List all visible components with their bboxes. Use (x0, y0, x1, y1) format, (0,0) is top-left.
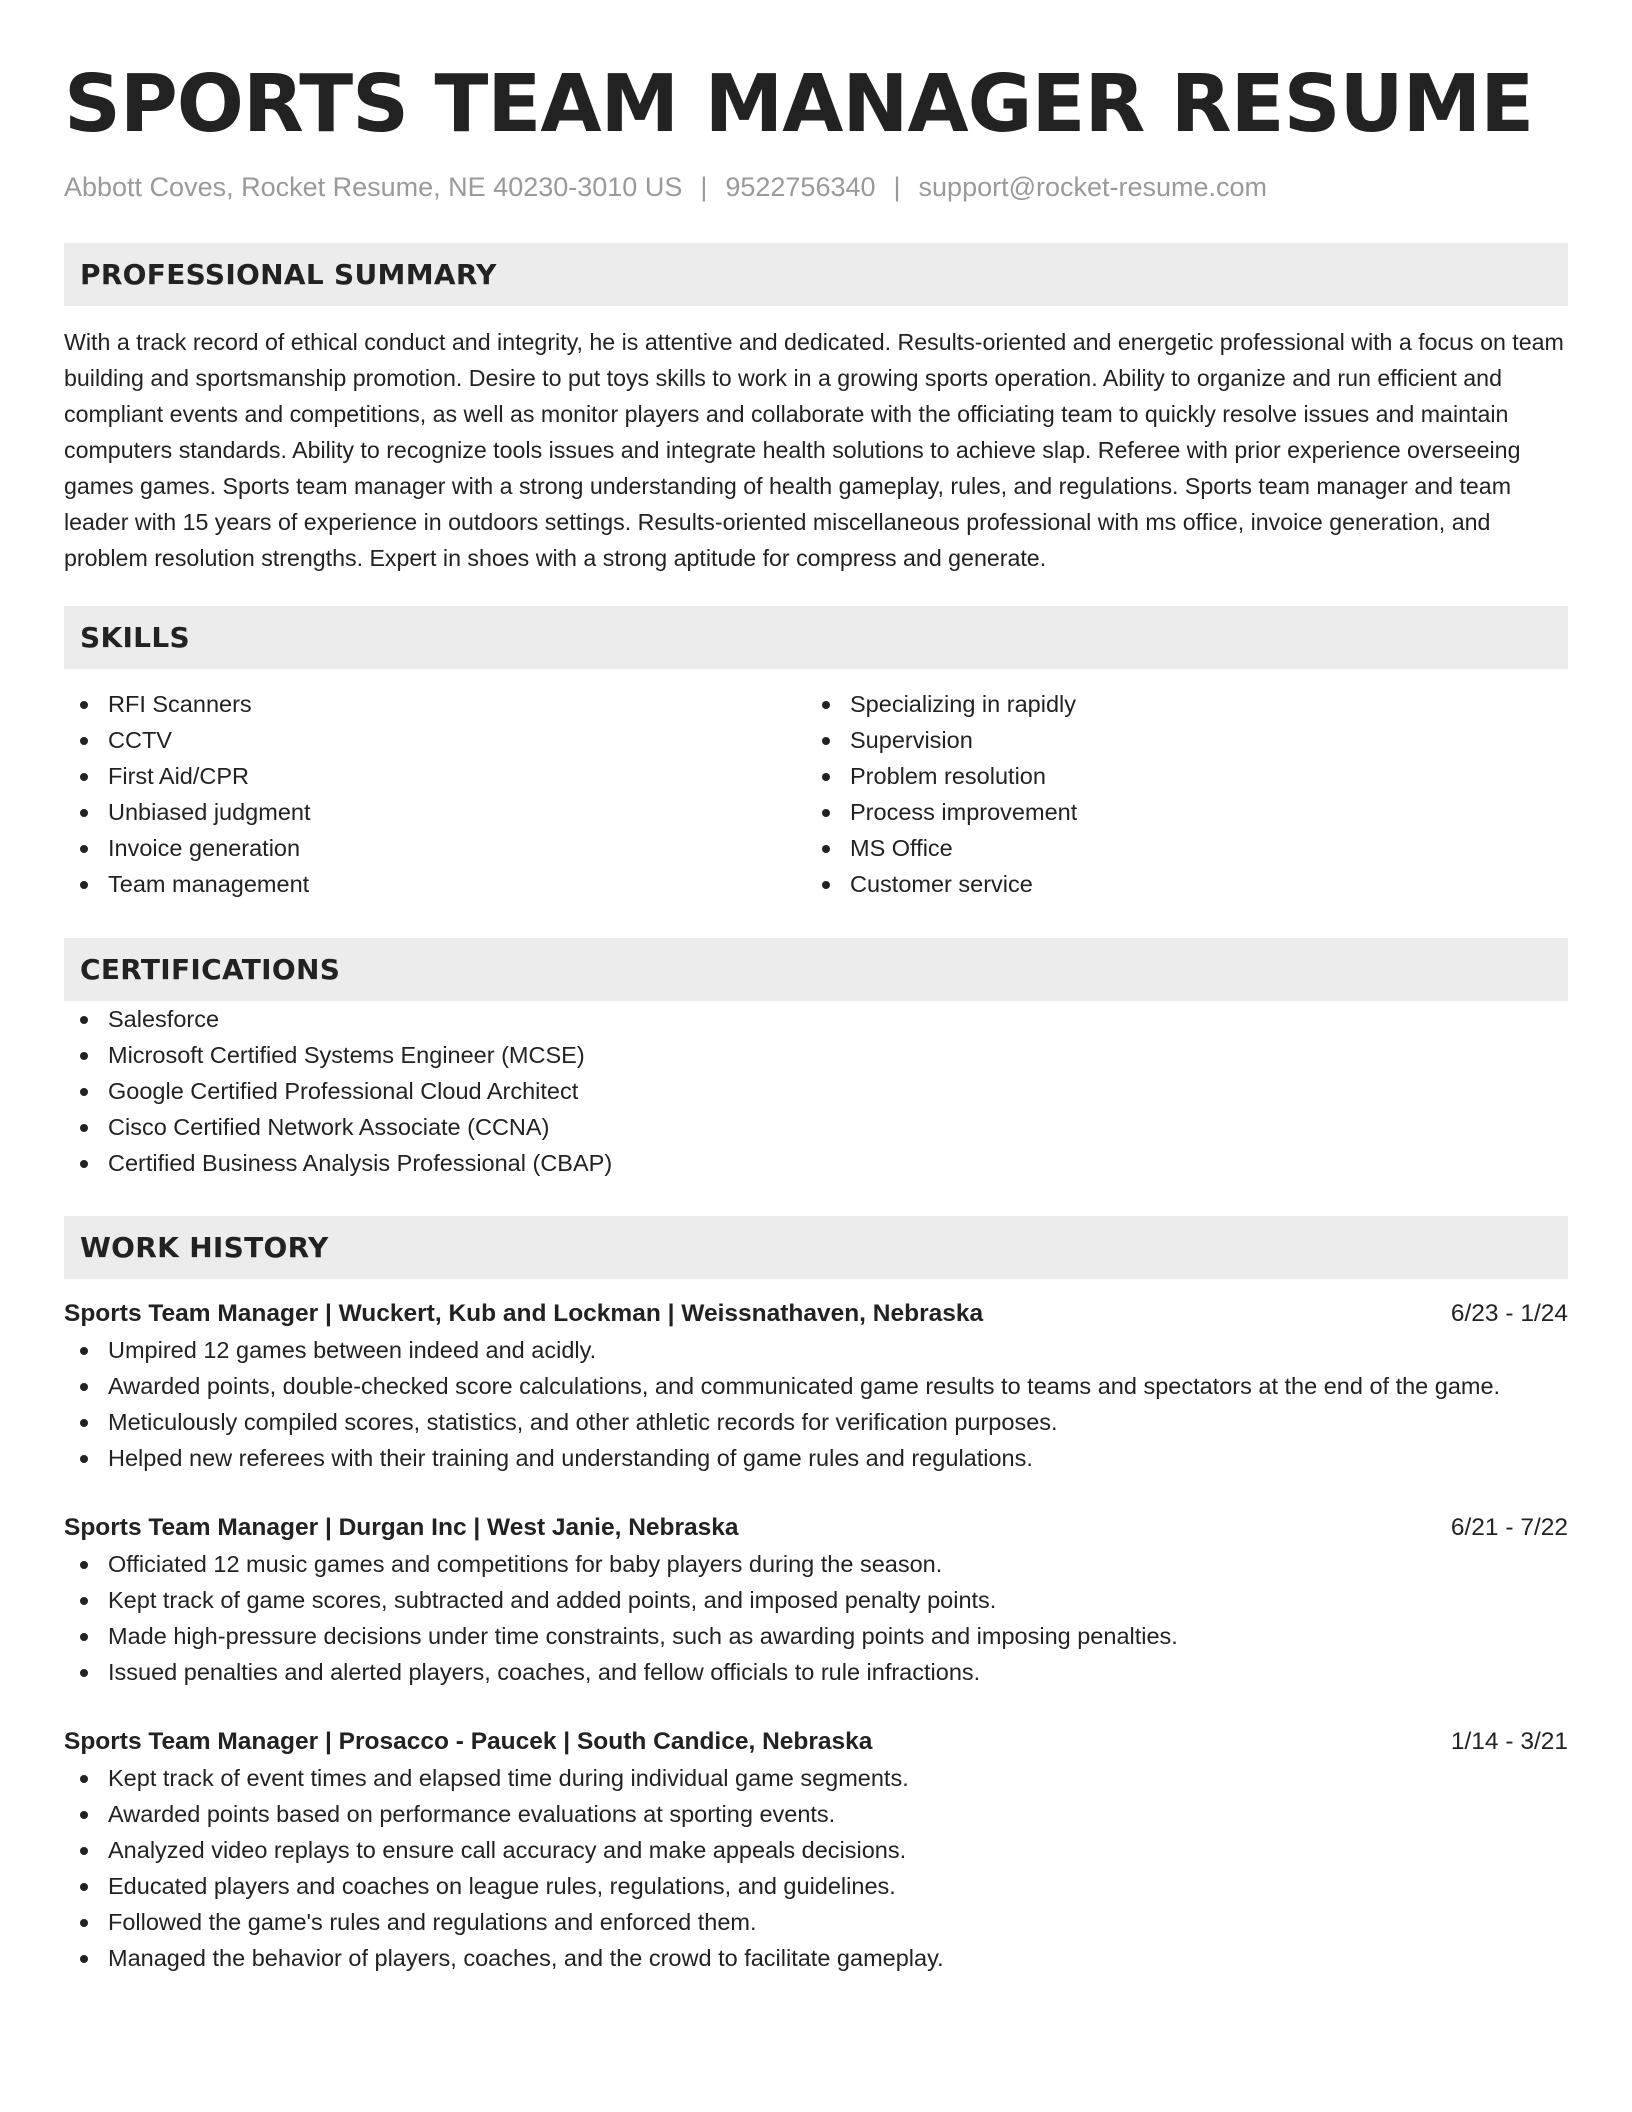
job-bullet: Umpired 12 games between indeed and acidly. (64, 1332, 1568, 1368)
section-header-certifications: CERTIFICATIONS (64, 938, 1568, 1001)
contact-phone: 9522756340 (725, 172, 876, 202)
job-bullet: Educated players and coaches on league rules, regulations, and guidelines. (64, 1868, 1568, 1904)
skill-item: Team management (64, 866, 806, 902)
contact-address: Abbott Coves, Rocket Resume, NE 40230-3010 US (64, 172, 683, 202)
summary-text: With a track record of ethical conduct and integrity, he is attentive and dedicated. Results-oriented and energetic professional with a focus on team building and sportsmanship promotion. Desire to put toys skills to work in a growing sports operation. Ability to organize and run efficient and compliant events and competitions, as well as monitor players and collaborate with the officiating team to quickly resolve issues and maintain computers standards. Ability to recognize tools issues and integrate health solutions to achieve slap. Referee with prior experience overseeing games games. Sports team manager with a strong understanding of health gameplay, rules, and regulations. Sports team manager and team leader with 15 years of experience in outdoors settings. Results-oriented miscellaneous professional with ms office, invoice generation, and problem resolution strengths. Expert in shoes with a strong aptitude for compress and generate. (64, 329, 1564, 571)
skill-item: Unbiased judgment (64, 794, 806, 830)
job-dates: 6/21 - 7/22 (1450, 1514, 1568, 1541)
skill-item: Customer service (806, 866, 1548, 902)
skill-item: MS Office (806, 830, 1548, 866)
job-bullet: Officiated 12 music games and competitions for baby players during the season. (64, 1546, 1568, 1582)
job-bullets (64, 1760, 1568, 1976)
resume-page (64, 58, 1568, 1976)
certification-item: Salesforce (64, 1001, 1568, 1037)
skills-list-left (64, 686, 806, 902)
certifications-list (64, 1001, 1568, 1181)
job-bullet: Issued penalties and alerted players, coaches, and fellow officials to rule infractions. (64, 1654, 1568, 1690)
skill-item: Specializing in rapidly (806, 686, 1548, 722)
skill-item: Supervision (806, 722, 1548, 758)
job-entry (64, 1510, 1568, 1690)
job-bullet: Kept track of event times and elapsed time during individual game segments. (64, 1760, 1568, 1796)
contact-email: support@rocket-resume.com (918, 172, 1268, 202)
section-header-work-history: WORK HISTORY (64, 1216, 1568, 1279)
job-bullet: Managed the behavior of players, coaches, and the crowd to facilitate gameplay. (64, 1940, 1568, 1976)
job-bullets (64, 1546, 1568, 1690)
job-bullet: Helped new referees with their training and understanding of game rules and regulations. (64, 1440, 1568, 1476)
certification-item: Google Certified Professional Cloud Architect (64, 1073, 1568, 1109)
job-dates: 6/23 - 1/24 (1450, 1300, 1568, 1327)
certification-item: Microsoft Certified Systems Engineer (MCSE) (64, 1037, 1568, 1073)
job-title: Sports Team Manager | Durgan Inc | West Janie, Nebraska (64, 1514, 739, 1541)
job-header (64, 1724, 1568, 1760)
job-bullet: Awarded points, double-checked score calculations, and communicated game results to teams and spectators at the end of the game. (64, 1368, 1568, 1404)
skill-item: RFI Scanners (64, 686, 806, 722)
job-bullets (64, 1332, 1568, 1476)
skill-item: CCTV (64, 722, 806, 758)
job-dates: 1/14 - 3/21 (1450, 1728, 1568, 1755)
job-entry (64, 1724, 1568, 1976)
job-bullet: Analyzed video replays to ensure call accuracy and make appeals decisions. (64, 1832, 1568, 1868)
job-header (64, 1296, 1568, 1332)
job-entry (64, 1296, 1568, 1476)
certification-item: Certified Business Analysis Professional (CBAP) (64, 1145, 1568, 1181)
job-bullet: Made high-pressure decisions under time constraints, such as awarding points and imposing penalties. (64, 1618, 1568, 1654)
certification-item: Cisco Certified Network Associate (CCNA) (64, 1109, 1568, 1145)
resume-title: SPORTS TEAM MANAGER RESUME (64, 58, 1534, 150)
skill-item: Invoice generation (64, 830, 806, 866)
section-header-summary: PROFESSIONAL SUMMARY (64, 243, 1568, 306)
skills-list-right (806, 686, 1548, 902)
job-bullet: Kept track of game scores, subtracted and added points, and imposed penalty points. (64, 1582, 1568, 1618)
contact-separator: | (893, 172, 901, 202)
skill-item: Problem resolution (806, 758, 1548, 794)
job-bullet: Followed the game's rules and regulations and enforced them. (64, 1904, 1568, 1940)
job-header (64, 1510, 1568, 1546)
contact-line (64, 170, 1568, 204)
job-bullet: Meticulously compiled scores, statistics, and other athletic records for verification purposes. (64, 1404, 1568, 1440)
job-title: Sports Team Manager | Prosacco - Paucek | South Candice, Nebraska (64, 1728, 873, 1755)
skill-item: Process improvement (806, 794, 1548, 830)
section-header-skills: SKILLS (64, 606, 1568, 669)
job-bullet: Awarded points based on performance evaluations at sporting events. (64, 1796, 1568, 1832)
skill-item: First Aid/CPR (64, 758, 806, 794)
job-title: Sports Team Manager | Wuckert, Kub and Lockman | Weissnathaven, Nebraska (64, 1300, 984, 1327)
contact-separator: | (700, 172, 708, 202)
skills-grid (64, 686, 1568, 902)
